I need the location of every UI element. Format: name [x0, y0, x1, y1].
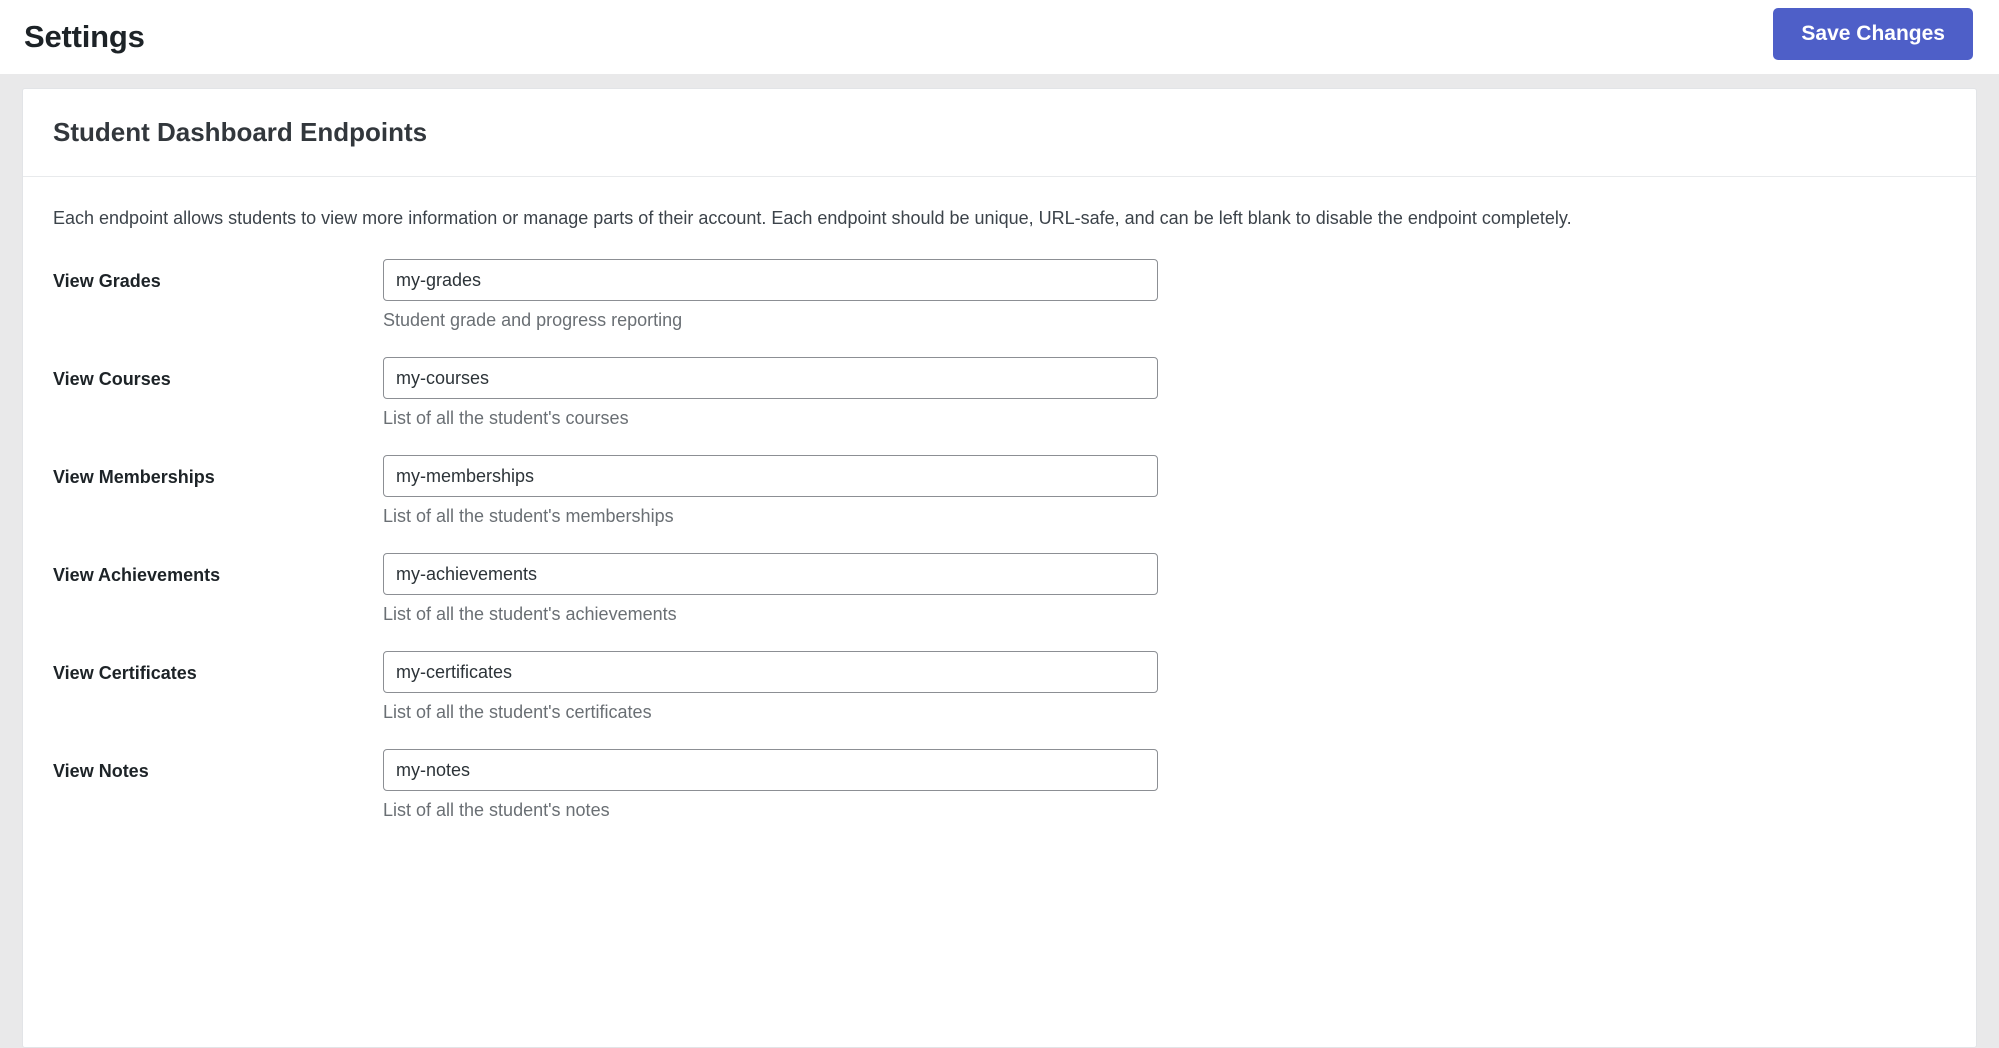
field-label-view-certificates: View Certificates	[53, 663, 197, 684]
endpoint-input-view-achievements[interactable]	[383, 553, 1158, 595]
field-row	[53, 553, 1946, 625]
card-body	[23, 177, 1976, 867]
field-row	[53, 357, 1946, 429]
field-help-view-memberships: List of all the student's memberships	[383, 506, 674, 527]
field-help-view-notes: List of all the student's notes	[383, 800, 610, 821]
card-title: Student Dashboard Endpoints	[53, 117, 428, 147]
field-label-view-grades: View Grades	[53, 271, 161, 292]
field-row	[53, 455, 1946, 527]
endpoint-input-view-notes[interactable]	[383, 749, 1158, 791]
settings-header-bar	[0, 0, 1999, 74]
settings-card	[22, 88, 1977, 1048]
field-help-view-certificates: List of all the student's certificates	[383, 702, 652, 723]
field-help-view-grades: Student grade and progress reporting	[383, 310, 683, 331]
field-row	[53, 651, 1946, 723]
endpoint-input-view-certificates[interactable]	[383, 651, 1158, 693]
field-row	[53, 749, 1946, 821]
field-control	[383, 455, 1946, 527]
field-control	[383, 553, 1946, 625]
field-help-view-courses: List of all the student's courses	[383, 408, 629, 429]
card-header	[23, 89, 1976, 177]
field-label-view-notes: View Notes	[53, 761, 149, 782]
endpoint-input-view-courses[interactable]	[383, 357, 1158, 399]
field-label-view-memberships: View Memberships	[53, 467, 215, 488]
field-control	[383, 259, 1946, 331]
field-control	[383, 357, 1946, 429]
endpoint-input-view-grades[interactable]	[383, 259, 1158, 301]
card-description: Each endpoint allows students to view more information or manage parts of their account. Each endpoint should be unique, URL-safe, and can be left blank to disable the endpoint completely.	[53, 208, 1572, 228]
save-changes-button[interactable]: Save Changes	[1773, 8, 1973, 60]
endpoint-input-view-memberships[interactable]	[383, 455, 1158, 497]
field-help-view-achievements: List of all the student's achievements	[383, 604, 677, 625]
page-title: Settings	[24, 19, 145, 54]
field-label-view-courses: View Courses	[53, 369, 171, 390]
field-control	[383, 651, 1946, 723]
field-control	[383, 749, 1946, 821]
field-row	[53, 259, 1946, 331]
field-label-view-achievements: View Achievements	[53, 565, 221, 586]
